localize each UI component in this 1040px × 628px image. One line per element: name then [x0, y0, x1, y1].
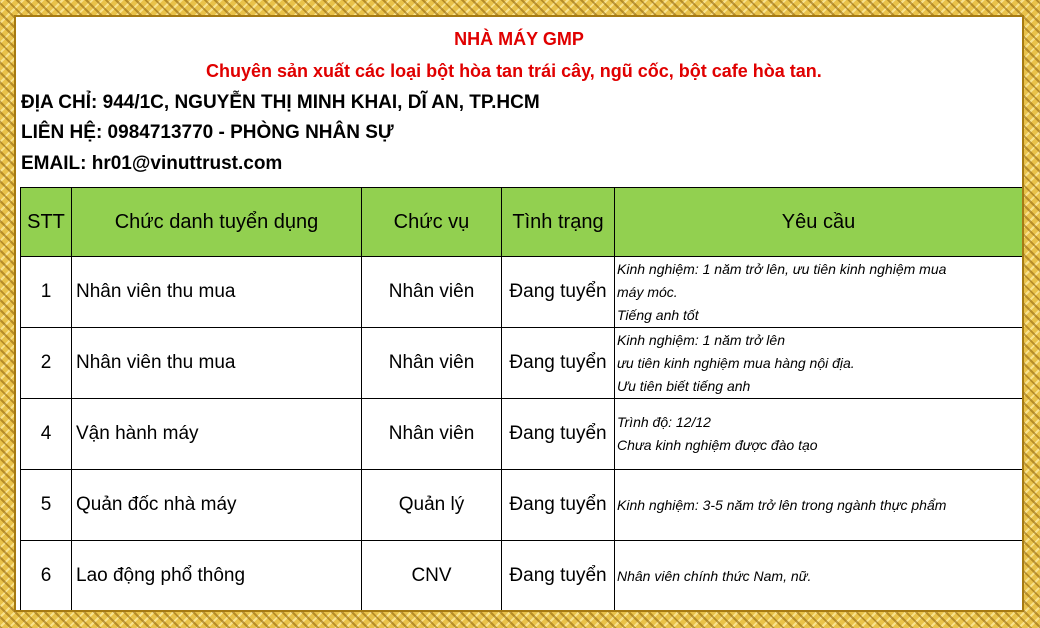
row-requirements: [615, 541, 1023, 611]
requirement-line: Trình độ: 12/12: [617, 414, 711, 430]
row-requirements: [615, 470, 1023, 541]
requirement-line: máy móc.: [617, 283, 678, 300]
table-row: [21, 257, 1023, 328]
header-stt: STT: [21, 188, 72, 257]
company-subtitle: Chuyên sản xuất các loại bột hòa tan trái cây, ngũ cốc, bột cafe hòa tan.: [206, 61, 822, 81]
table-header-row: [21, 188, 1023, 257]
row-stt: 6: [21, 541, 72, 611]
row-position: Nhân viên: [362, 257, 502, 328]
row-requirements: [615, 257, 1023, 328]
requirement-line: ưu tiên kinh nghiệm mua hàng nội địa.: [617, 354, 855, 371]
row-job-title: Vận hành máy: [72, 399, 362, 470]
header-position: Chức vụ: [362, 188, 502, 257]
row-position: Nhân viên: [362, 328, 502, 399]
company-title: NHÀ MÁY GMP: [454, 29, 584, 49]
job-table: [20, 187, 1022, 610]
header-status: Tình trạng: [502, 188, 615, 257]
row-status: Đang tuyển: [502, 470, 615, 541]
requirement-line: Kinh nghiệm: 1 năm trở lên: [617, 331, 785, 348]
table-row: [21, 541, 1023, 611]
requirement-line: Kinh nghiệm: 3-5 năm trở lên trong ngành thực phẩm: [617, 496, 947, 513]
address-line: ĐỊA CHỈ: 944/1C, NGUYỄN THỊ MINH KHAI, DĨ AN, TP.HCM: [21, 92, 540, 113]
row-job-title: Lao động phổ thông: [72, 541, 362, 611]
table-row: [21, 399, 1023, 470]
table-row: [21, 470, 1023, 541]
email-line: EMAIL: hr01@vinuttrust.com: [21, 153, 283, 174]
header-requirements: Yêu cầu: [615, 188, 1023, 257]
row-position: Quản lý: [362, 470, 502, 541]
row-position: Nhân viên: [362, 399, 502, 470]
row-requirements: [615, 399, 1023, 470]
row-status: Đang tuyển: [502, 257, 615, 328]
row-stt: 4: [21, 399, 72, 470]
row-status: Đang tuyển: [502, 541, 615, 611]
requirement-line: Tiếng anh tốt: [617, 306, 699, 323]
row-job-title: Nhân viên thu mua: [72, 328, 362, 399]
row-status: Đang tuyển: [502, 328, 615, 399]
row-stt: 5: [21, 470, 72, 541]
row-stt: 2: [21, 328, 72, 399]
row-position: CNV: [362, 541, 502, 611]
row-status: Đang tuyển: [502, 399, 615, 470]
table-row: [21, 328, 1023, 399]
row-stt: 1: [21, 257, 72, 328]
row-job-title: Nhân viên thu mua: [72, 257, 362, 328]
requirement-line: Chưa kinh nghiệm được đào tạo: [617, 437, 818, 453]
requirement-line: Kinh nghiệm: 1 năm trở lên, ưu tiên kinh nghiệm mua: [617, 260, 947, 277]
requirement-line: Nhân viên chính thức Nam, nữ.: [617, 567, 812, 584]
job-posting-sheet: [16, 17, 1022, 610]
row-requirements: [615, 328, 1023, 399]
contact-line: LIÊN HỆ: 0984713770 - PHÒNG NHÂN SỰ: [21, 122, 394, 143]
requirement-line: Ưu tiên biết tiếng anh: [617, 377, 751, 394]
row-job-title: Quản đốc nhà máy: [72, 470, 362, 541]
header-job-title: Chức danh tuyển dụng: [72, 188, 362, 257]
